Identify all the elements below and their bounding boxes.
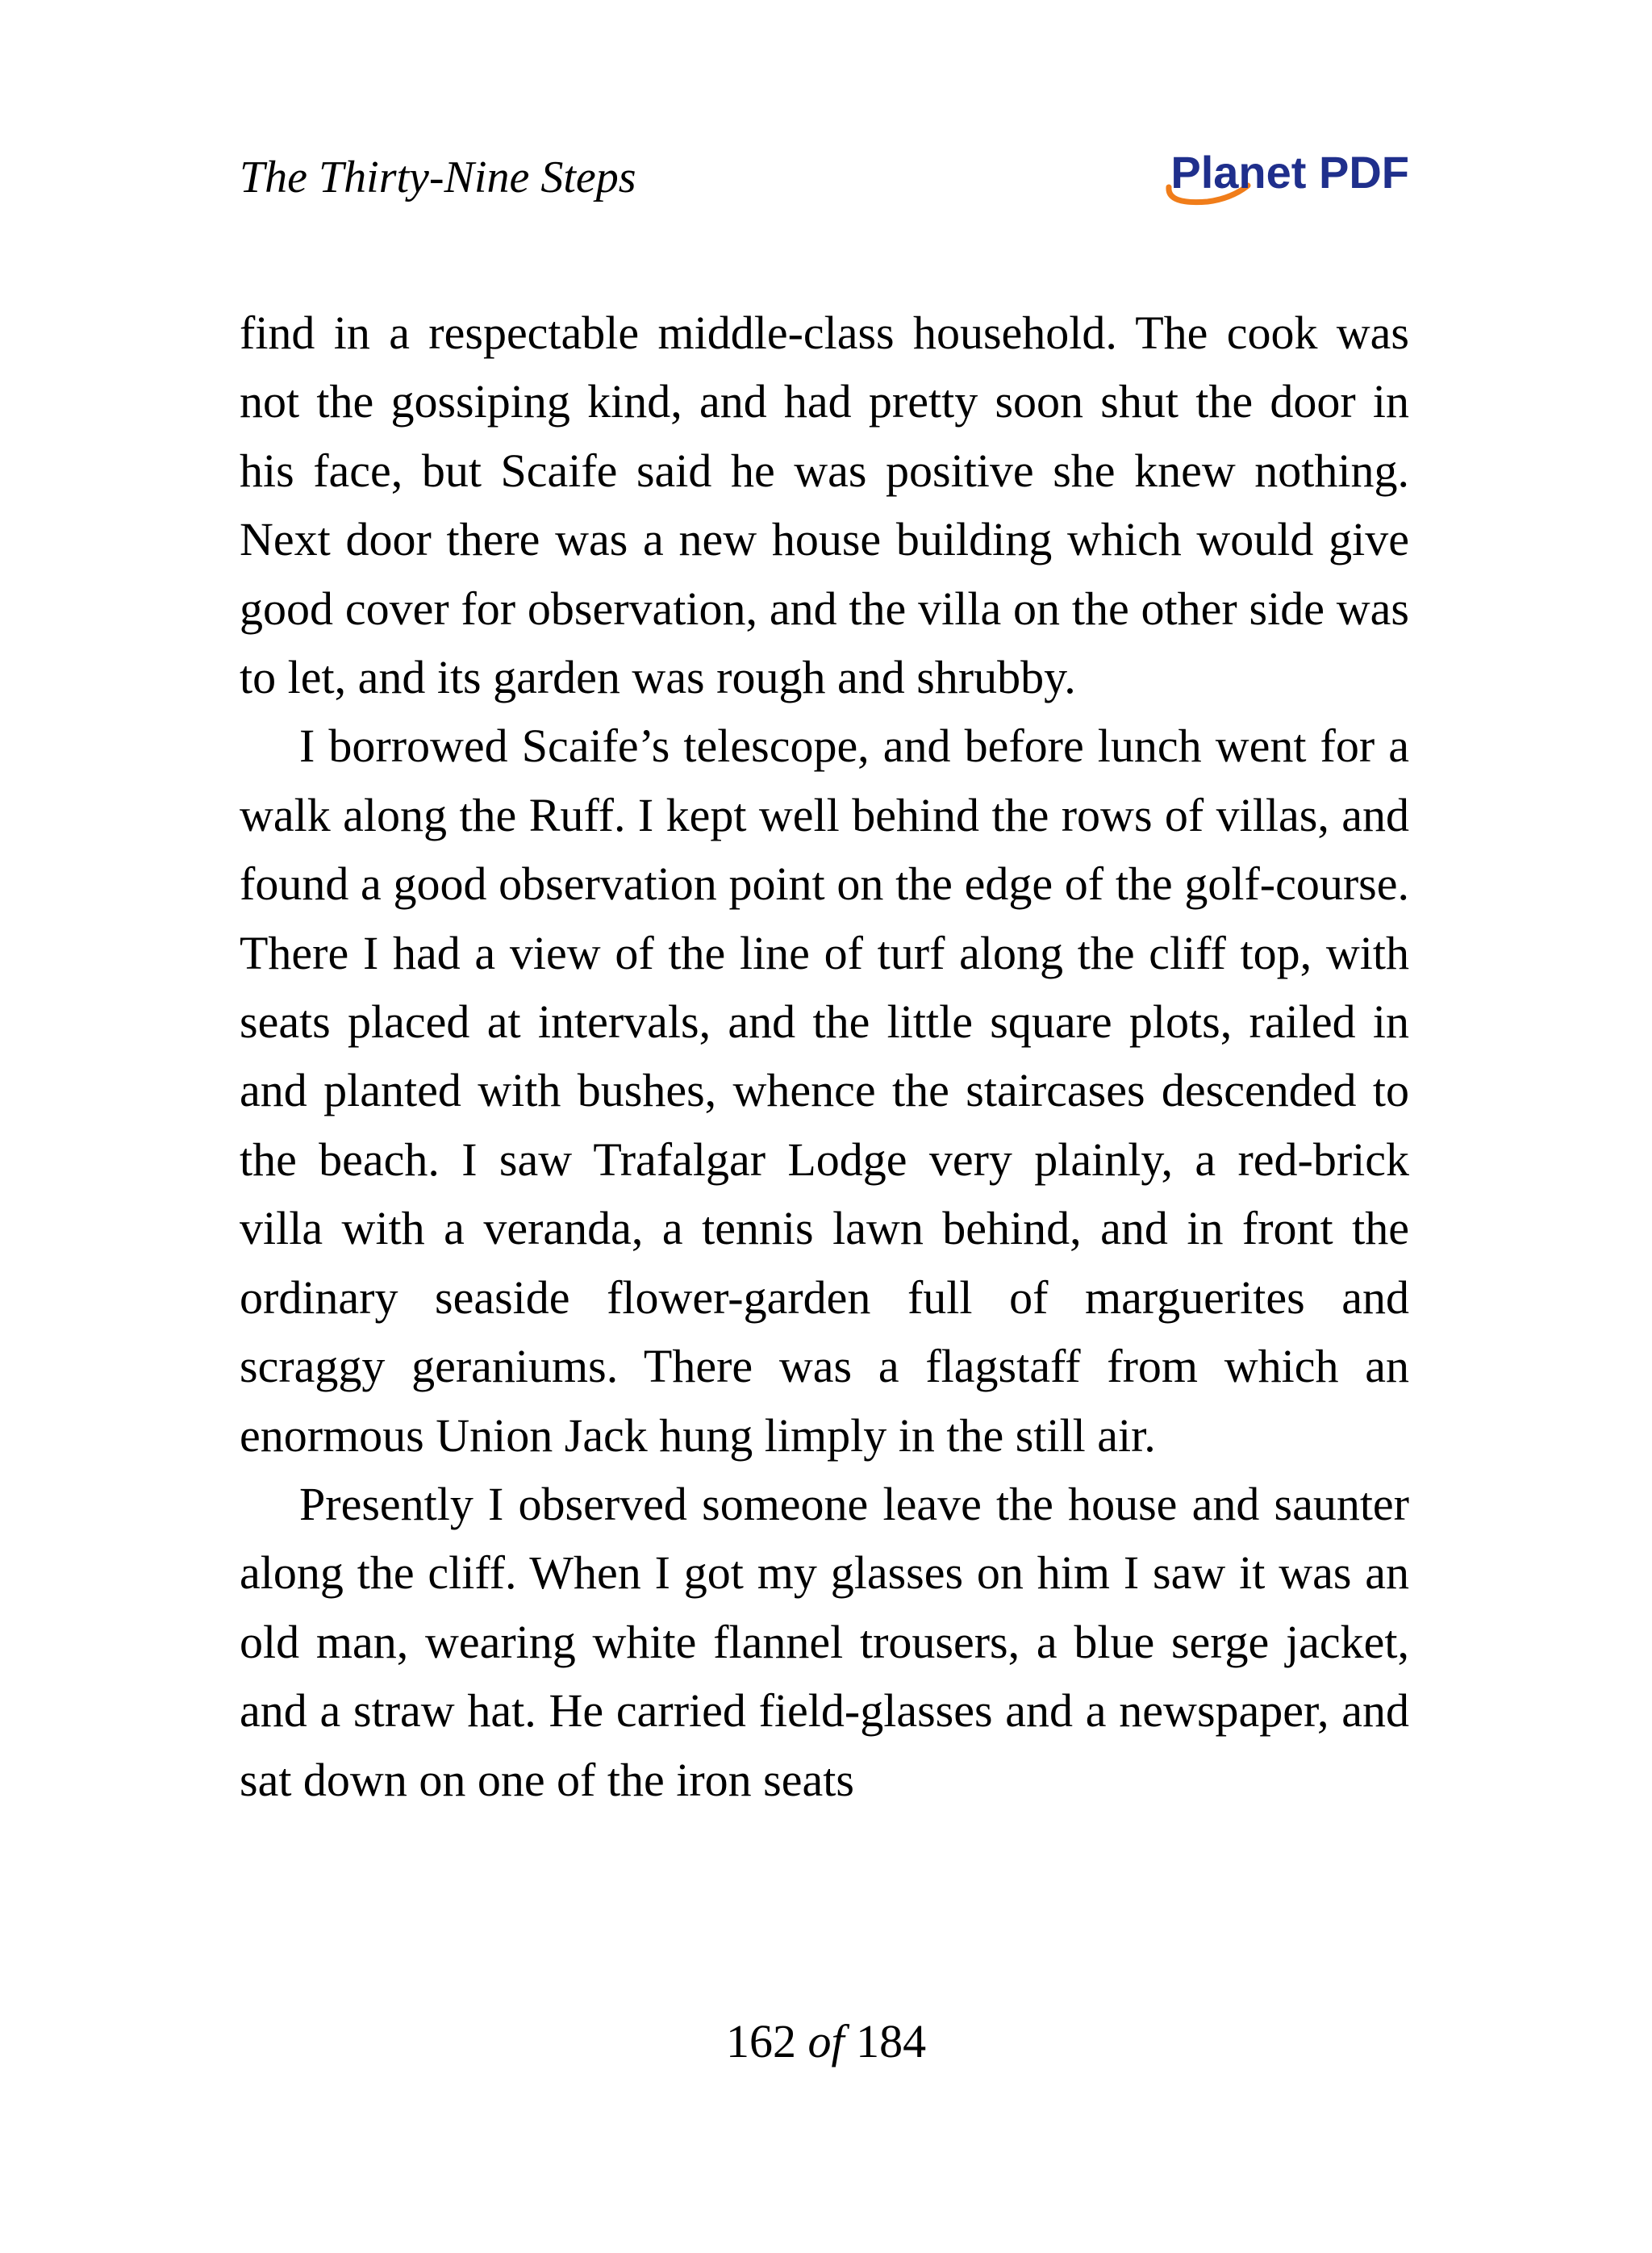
total-pages: 184 — [856, 2015, 927, 2067]
planet-pdf-logo — [1151, 145, 1409, 210]
page-number — [0, 2013, 1652, 2070]
paragraph-continued: find in a respectable middle-class household. The cook was not the gossiping kind, and had pretty soon shut the door in his face, but Scaife said he was positive she knew nothing. Next door there was a new house building which would give good cover for observation, and the villa on the other side was to let, and its garden was rough and shrubby. — [240, 307, 1409, 704]
of-label: of — [807, 2015, 845, 2067]
body-text — [240, 298, 1409, 1814]
paragraph-old-man: Presently I observed someone leave the house and saunter along the cliff. When I got my glasses on him I saw it was an old man, wearing white flannel trousers, a blue serge jacket, and a straw hat. He carried field-glasses and a newspaper, and sat down on one of the iron seats — [240, 1477, 1409, 1806]
book-title: The Thirty-Nine Steps — [240, 152, 636, 202]
logo-text: Planet PDF — [1170, 147, 1409, 198]
current-page: 162 — [725, 2015, 796, 2067]
paragraph-telescope: I borrowed Scaife’s telescope, and before lunch went for a walk along the Ruff. I kept well behind the rows of villas, and found a good observation point on the edge of the golf-course. There I had a view of the line of turf along the cliff top, with seats placed at intervals, and the little square plots, railed in and planted with bushes, whence the staircases descended to the beach. I saw Trafalgar Lodge very plainly, a red-brick villa with a veranda, a tennis lawn behind, and in front the ordinary seaside flower-garden full of marguerites and scraggy geraniums. There was a flagstaff from which an enormous Union Jack hung limply in the still air. — [240, 720, 1409, 1462]
page-header — [240, 145, 1409, 210]
